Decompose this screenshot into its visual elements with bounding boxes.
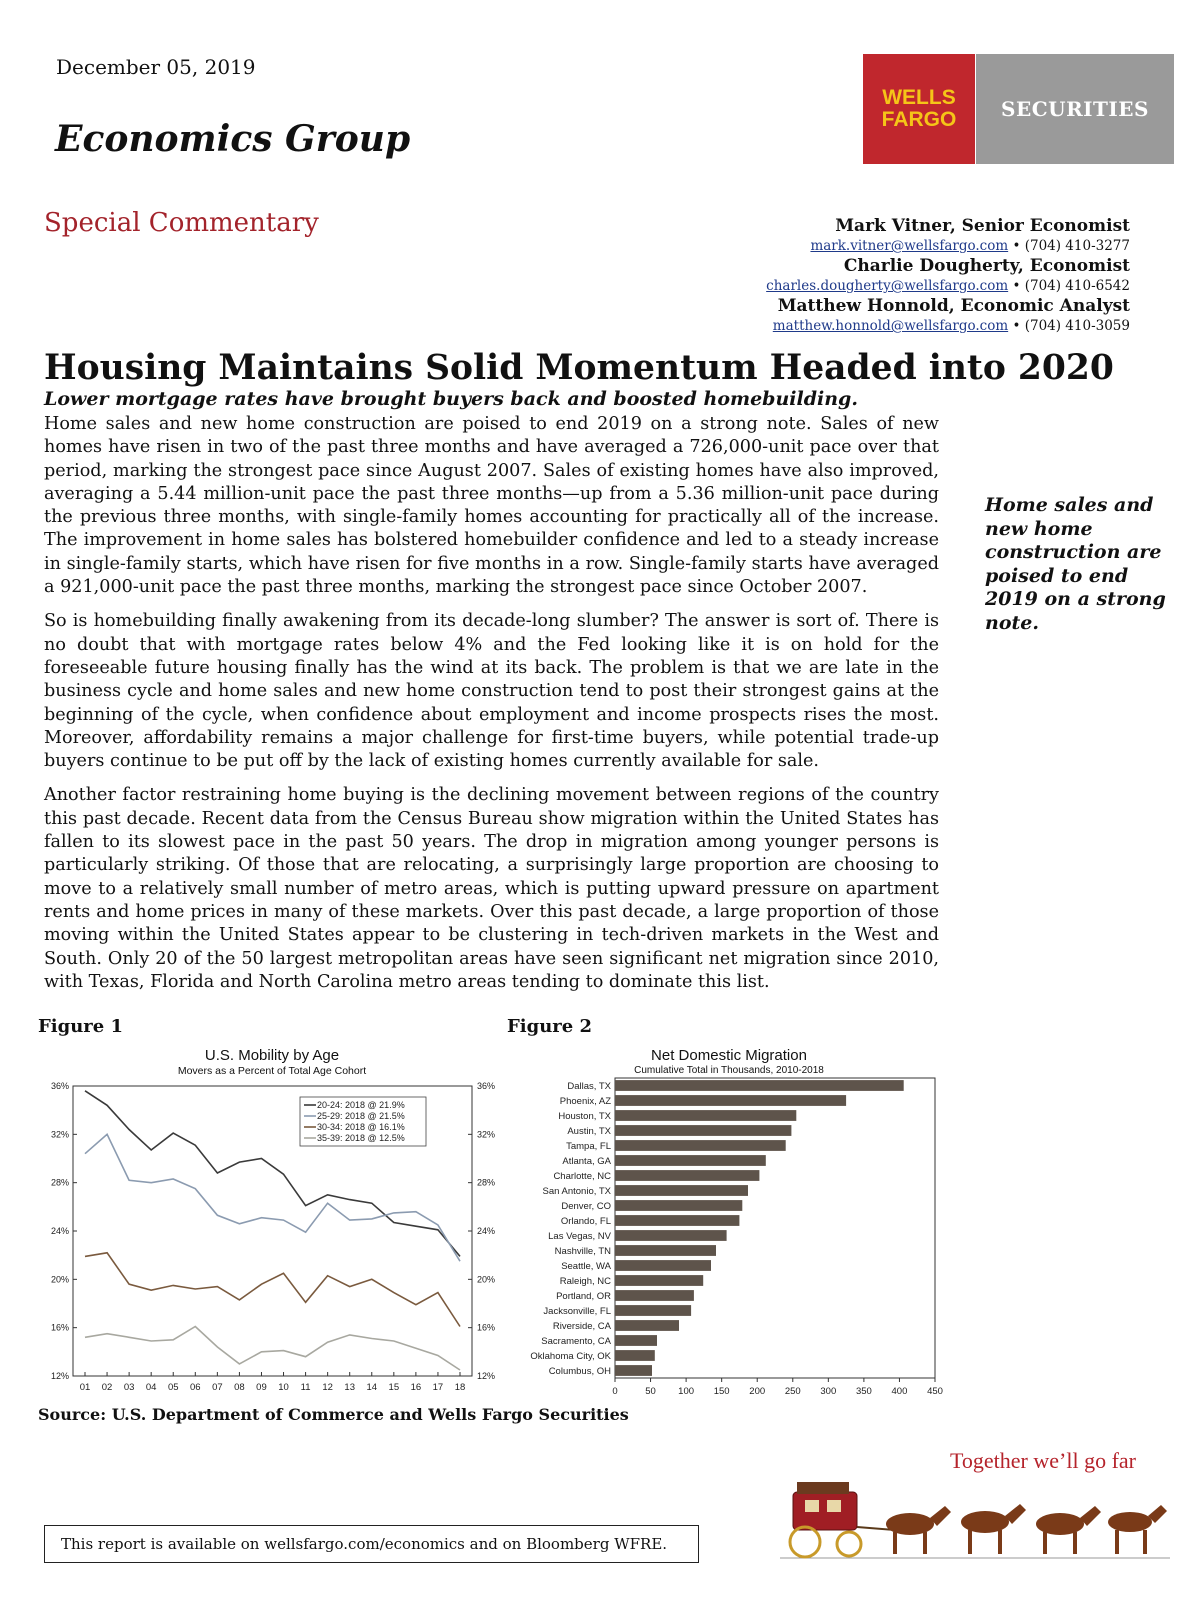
x-tick-label: 100 xyxy=(678,1386,695,1397)
category-label: Portland, OR xyxy=(556,1291,611,1302)
category-label: Las Vegas, NV xyxy=(548,1231,611,1242)
chart-subtitle: Movers as a Percent of Total Age Cohort xyxy=(177,1065,367,1077)
availability-notice: This report is available on wellsfargo.com/economics and on Bloomberg WFRE. xyxy=(44,1525,699,1563)
y-tick-label-right: 28% xyxy=(477,1177,496,1188)
bar xyxy=(615,1110,796,1121)
section-label: Special Commentary xyxy=(44,208,319,238)
article-title: Housing Maintains Solid Momentum Headed into 2020 xyxy=(44,348,1114,388)
x-tick-label: 16 xyxy=(410,1382,422,1392)
bar xyxy=(615,1275,703,1286)
body-paragraph: So is homebuilding finally awakening from its decade-long slumber? The answer is sort of. There is no doubt that with mortgage rates below 4% and the Fed looking like it is on hold for the foreseeable future housing finally has the wind at its back. The problem is that we are late in the business cycle and home sales and new home construction tend to post their strongest gains at the beginning of the cycle, when confidence about employment and income prospects rises the most. Moreover, affordability remains a major challenge for first-time buyers, while potential trade-up buyers continue to be put off by the lack of existing homes currently available for sale. xyxy=(44,611,939,772)
author-phone: • (704) 410-3277 xyxy=(1012,238,1130,254)
x-tick-label: 06 xyxy=(190,1382,201,1392)
y-tick-label-left: 16% xyxy=(50,1322,69,1333)
securities-logo: SECURITIES xyxy=(976,54,1174,164)
x-tick-label: 17 xyxy=(432,1382,444,1392)
wells-fargo-logo xyxy=(863,54,975,164)
author-email-link[interactable]: matthew.honnold@wellsfargo.com xyxy=(772,318,1009,334)
bar xyxy=(615,1230,727,1241)
figure-2-label: Figure 2 xyxy=(507,1016,593,1037)
author-email-link[interactable]: charles.dougherty@wellsfargo.com xyxy=(766,278,1009,294)
plot-frame xyxy=(615,1078,935,1378)
y-tick-label-right: 12% xyxy=(477,1371,496,1381)
x-tick-label: 200 xyxy=(749,1386,766,1397)
category-label: Denver, CO xyxy=(561,1201,611,1212)
bar xyxy=(615,1260,711,1271)
author-name: Mark Vitner, Senior Economist xyxy=(835,216,1130,236)
category-label: Phoenix, AZ xyxy=(559,1096,611,1107)
series-line-1 xyxy=(85,1134,460,1261)
author-email-link[interactable]: mark.vitner@wellsfargo.com xyxy=(810,238,1009,254)
category-label: Seattle, WA xyxy=(561,1261,611,1272)
category-label: Oklahoma City, OK xyxy=(530,1351,611,1362)
migration-bar-chart xyxy=(507,1042,947,1397)
category-label: Atlanta, GA xyxy=(562,1156,611,1167)
legend-entry: 35-39: 2018 @ 12.5% xyxy=(317,1133,405,1143)
category-label: Austin, TX xyxy=(567,1126,611,1137)
bar xyxy=(615,1290,694,1301)
body-paragraph: Another factor restraining home buying is the declining movement between regions of the country this past decade. Recent data from the Census Bureau show migration within the United States has fallen to its slowest pace in the past 50 years. The drop in migration among younger persons is particularly striking. Of those that are relocating, a surprisingly large proportion are choosing to move to a relatively small number of metro areas, which is putting upward pressure on apartment rents and home prices in many of these markets. Over this past decade, a large proportion of those moving within the United States appear to be clustering in tech-driven markets in the West and South. Only 20 of the 50 largest metropolitan areas have seen significant net migration since 2010, with Texas, Florida and North Carolina metro areas tending to dominate this list. xyxy=(44,785,939,992)
figure-source: Source: U.S. Department of Commerce and Wells Fargo Securities xyxy=(38,1405,629,1424)
bar xyxy=(615,1080,904,1091)
x-tick-label: 350 xyxy=(855,1386,872,1397)
y-tick-label-left: 36% xyxy=(50,1081,69,1091)
body-paragraph: Home sales and new home construction are poised to end 2019 on a strong note. Sales of new homes have risen in two of the past three months and have averaged a 726,000-unit pace over that period, marking the strongest pace since August 2007. Sales of existing homes have also improved, averaging a 5.44 million-unit pace the past three months—up from a 5.36 million-unit pace during the previous three months, with single-family homes accounting for practically all of the increase. The improvement in home sales has bolstered homebuilder confidence and led to a steady increase in single-family starts, which have risen for five months in a row. Single-family starts have averaged a 921,000-unit pace the past three months, marking the strongest pace since October 2007. xyxy=(44,414,939,598)
bar xyxy=(615,1245,716,1256)
category-label: Houston, TX xyxy=(558,1111,611,1122)
bar xyxy=(615,1140,786,1151)
mobility-line-chart xyxy=(38,1042,498,1392)
x-tick-label: 50 xyxy=(645,1386,656,1397)
y-tick-label-left: 32% xyxy=(50,1129,69,1140)
category-label: Dallas, TX xyxy=(567,1081,611,1092)
author-phone: • (704) 410-6542 xyxy=(1012,278,1130,294)
x-tick-label: 03 xyxy=(123,1382,135,1392)
category-label: Orlando, FL xyxy=(560,1216,611,1227)
category-label: Nashville, TN xyxy=(554,1246,611,1257)
y-tick-label-left: 24% xyxy=(50,1226,69,1236)
chart-title: U.S. Mobility by Age xyxy=(204,1047,340,1064)
x-tick-label: 12 xyxy=(322,1382,333,1392)
figure-1-label: Figure 1 xyxy=(38,1016,124,1037)
x-tick-label: 400 xyxy=(891,1386,908,1397)
x-tick-label: 05 xyxy=(167,1382,179,1392)
y-tick-label-right: 36% xyxy=(477,1081,496,1091)
author-name: Matthew Honnold, Economic Analyst xyxy=(777,296,1130,316)
y-tick-label-left: 20% xyxy=(50,1274,69,1285)
x-tick-label: 07 xyxy=(212,1382,223,1392)
x-tick-label: 01 xyxy=(79,1382,91,1392)
x-tick-label: 150 xyxy=(713,1386,730,1397)
legend-entry: 20-24: 2018 @ 21.9% xyxy=(317,1100,405,1110)
bar xyxy=(615,1125,791,1136)
y-tick-label-left: 12% xyxy=(50,1371,69,1381)
legend-entry: 25-29: 2018 @ 21.5% xyxy=(317,1111,405,1121)
category-label: Sacramento, CA xyxy=(541,1336,611,1347)
author-phone: • (704) 410-3059 xyxy=(1012,318,1130,334)
bar xyxy=(615,1215,739,1226)
x-tick-label: 300 xyxy=(820,1386,837,1397)
tagline: Together we’ll go far xyxy=(950,1448,1136,1473)
bar xyxy=(615,1335,657,1346)
x-tick-label: 10 xyxy=(278,1382,289,1392)
report-date: December 05, 2019 xyxy=(56,55,256,79)
series-line-3 xyxy=(85,1327,460,1371)
category-label: Jacksonville, FL xyxy=(543,1306,611,1317)
bar xyxy=(615,1350,655,1361)
x-tick-label: 14 xyxy=(366,1382,378,1392)
bar xyxy=(615,1365,652,1376)
bar xyxy=(615,1200,742,1211)
author-list xyxy=(766,216,1130,336)
category-label: Charlotte, NC xyxy=(553,1171,611,1182)
pull-quote: Home sales and new home construction are poised to end 2019 on a strong note. xyxy=(985,494,1166,634)
logo-line-2: FARGO xyxy=(881,108,957,131)
stagecoach-illustration xyxy=(775,1472,1175,1564)
category-label: San Antonio, TX xyxy=(542,1186,611,1197)
legend xyxy=(300,1097,426,1146)
x-tick-label: 450 xyxy=(927,1386,943,1397)
x-tick-label: 04 xyxy=(145,1382,157,1392)
category-label: Raleigh, NC xyxy=(559,1276,611,1287)
x-tick-label: 18 xyxy=(454,1382,466,1392)
group-name: Economics Group xyxy=(55,118,411,160)
x-tick-label: 08 xyxy=(234,1382,245,1392)
bar xyxy=(615,1155,766,1166)
bar xyxy=(615,1320,679,1331)
x-tick-label: 09 xyxy=(256,1382,267,1392)
y-tick-label-right: 16% xyxy=(477,1322,496,1333)
y-tick-label-right: 20% xyxy=(477,1274,496,1285)
x-tick-label: 13 xyxy=(344,1382,355,1392)
y-tick-label-right: 24% xyxy=(477,1226,496,1236)
article-body xyxy=(44,413,939,1005)
bar xyxy=(615,1095,846,1106)
article-subtitle: Lower mortgage rates have brought buyers back and boosted homebuilding. xyxy=(44,388,858,410)
x-tick-label: 250 xyxy=(784,1386,801,1397)
y-tick-label-left: 28% xyxy=(50,1177,69,1188)
chart-subtitle: Cumulative Total in Thousands, 2010-2018 xyxy=(634,1065,824,1076)
category-label: Tampa, FL xyxy=(566,1141,611,1152)
x-tick-label: 15 xyxy=(388,1382,400,1392)
series-line-2 xyxy=(85,1253,460,1327)
chart-title: Net Domestic Migration xyxy=(651,1047,807,1064)
bar xyxy=(615,1305,691,1316)
x-tick-label: 02 xyxy=(101,1382,113,1392)
category-label: Columbus, OH xyxy=(548,1366,611,1377)
x-tick-label: 0 xyxy=(612,1386,618,1397)
legend-entry: 30-34: 2018 @ 16.1% xyxy=(317,1122,405,1132)
category-label: Riverside, CA xyxy=(552,1321,611,1332)
bar xyxy=(615,1170,759,1181)
logo-line-1: WELLS xyxy=(882,86,956,109)
x-tick-label: 11 xyxy=(300,1382,311,1392)
author-name: Charlie Dougherty, Economist xyxy=(843,256,1130,276)
y-tick-label-right: 32% xyxy=(477,1129,496,1140)
bar xyxy=(615,1185,748,1196)
